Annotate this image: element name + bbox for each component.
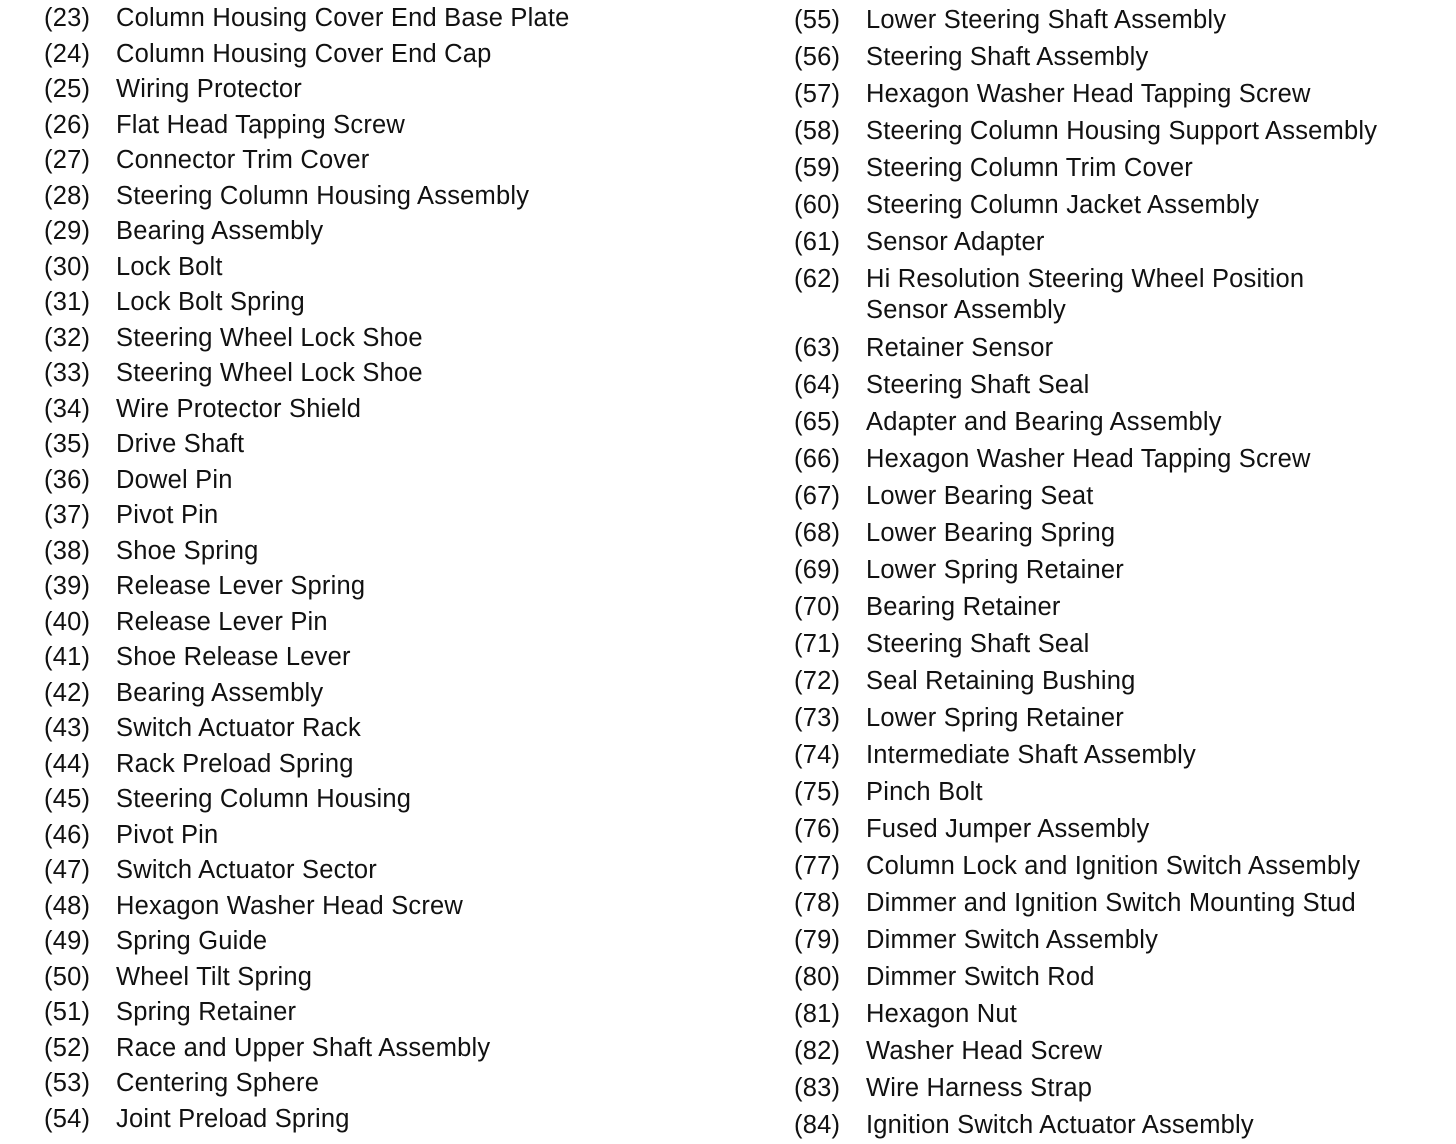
part-number: (52) — [44, 1033, 91, 1062]
part-number: (54) — [44, 1104, 91, 1133]
part-list-item — [794, 698, 1444, 735]
part-description: Steering Column Housing — [116, 785, 412, 813]
part-list-item — [44, 888, 724, 924]
part-list-item — [794, 994, 1444, 1031]
part-number: (69) — [794, 556, 841, 584]
part-number: (28) — [44, 181, 91, 210]
part-list-item — [44, 781, 724, 817]
part-number: (73) — [794, 704, 841, 732]
part-description: Intermediate Shaft Assembly — [866, 741, 1196, 769]
part-description: Flat Head Tapping Screw — [116, 110, 406, 139]
part-number: (80) — [794, 963, 841, 991]
part-description: Dimmer Switch Assembly — [866, 926, 1159, 954]
part-list-item — [794, 772, 1444, 809]
part-description: Shoe Spring — [116, 536, 259, 565]
part-number: (57) — [794, 80, 841, 108]
part-list-item — [44, 994, 724, 1030]
part-list-item — [794, 328, 1444, 365]
part-list-item — [794, 920, 1444, 957]
part-list-item — [44, 1101, 724, 1137]
part-list-item — [44, 0, 724, 36]
part-number: (55) — [794, 6, 841, 34]
part-description: Steering Wheel Lock Shoe — [116, 323, 423, 352]
part-description: Steering Column Housing Support Assembly — [866, 117, 1378, 145]
part-list-item — [44, 178, 724, 214]
part-number: (31) — [44, 288, 91, 316]
part-description: Column Housing Cover End Cap — [116, 39, 492, 68]
part-list-item — [794, 957, 1444, 994]
part-description: Dimmer and Ignition Switch Mounting Stud — [866, 889, 1356, 917]
part-list-item — [794, 587, 1444, 624]
part-list-item — [794, 111, 1444, 148]
part-number: (60) — [794, 191, 841, 219]
part-number: (63) — [794, 334, 841, 362]
part-number: (81) — [794, 1000, 841, 1028]
part-number: (53) — [44, 1069, 91, 1097]
part-description: Race and Upper Shaft Assembly — [116, 1033, 491, 1062]
part-description: Spring Guide — [116, 927, 268, 955]
part-description: Seal Retaining Bushing — [866, 667, 1136, 695]
part-list-item — [794, 809, 1444, 846]
part-description: Shoe Release Lever — [116, 643, 351, 671]
parts-list-left-column — [44, 0, 724, 1136]
part-description: Bearing Retainer — [866, 593, 1061, 621]
part-description: Steering Column Housing Assembly — [116, 181, 530, 210]
part-list-item — [44, 320, 724, 356]
part-number: (50) — [44, 962, 91, 991]
part-number: (51) — [44, 998, 91, 1026]
part-number: (67) — [794, 482, 841, 510]
part-description: Pivot Pin — [116, 820, 219, 849]
part-number: (34) — [44, 394, 91, 423]
part-number: (46) — [44, 820, 91, 849]
part-number: (65) — [794, 408, 841, 436]
part-number: (79) — [794, 926, 841, 954]
part-number: (47) — [44, 856, 91, 884]
part-number: (72) — [794, 667, 841, 695]
part-description: Bearing Assembly — [116, 217, 324, 245]
part-description: Steering Shaft Assembly — [866, 43, 1149, 71]
part-description: Washer Head Screw — [866, 1037, 1103, 1065]
part-description: Ignition Switch Actuator Assembly — [866, 1111, 1254, 1139]
part-number: (26) — [44, 110, 91, 139]
part-number: (71) — [794, 630, 841, 658]
part-number: (61) — [794, 228, 841, 256]
part-list-item — [44, 36, 724, 72]
part-number: (68) — [794, 519, 841, 547]
part-number: (82) — [794, 1037, 841, 1065]
part-description: Steering Column Jacket Assembly — [866, 191, 1260, 219]
parts-list-right-column — [794, 0, 1444, 1142]
part-description: Hexagon Washer Head Tapping Screw — [866, 445, 1311, 473]
part-list-item — [794, 74, 1444, 111]
part-description: Lock Bolt — [116, 252, 223, 281]
part-list-item — [44, 675, 724, 711]
part-list-item — [794, 1031, 1444, 1068]
part-number: (56) — [794, 43, 841, 71]
part-description: Switch Actuator Rack — [116, 714, 361, 742]
part-description: Dimmer Switch Rod — [866, 963, 1095, 991]
part-list-item — [44, 71, 724, 107]
part-description: Wire Protector Shield — [116, 394, 362, 423]
part-number: (27) — [44, 146, 91, 174]
part-description: Dowel Pin — [116, 465, 233, 494]
part-description: Lock Bolt Spring — [116, 288, 305, 316]
part-list-item — [794, 37, 1444, 74]
part-description: Pinch Bolt — [866, 778, 983, 806]
part-description: Hexagon Washer Head Screw — [116, 891, 464, 920]
part-description: Pivot Pin — [116, 501, 219, 529]
part-description: Centering Sphere — [116, 1069, 320, 1097]
part-list-item — [44, 959, 724, 995]
part-description: Drive Shaft — [116, 430, 245, 458]
part-list-item — [44, 568, 724, 604]
part-description: Sensor Adapter — [866, 228, 1045, 256]
part-number: (77) — [794, 852, 841, 880]
part-list-item — [44, 426, 724, 462]
part-list-item — [44, 142, 724, 178]
part-number: (74) — [794, 741, 841, 769]
part-number: (44) — [44, 749, 91, 778]
part-description: Lower Bearing Seat — [866, 482, 1094, 510]
part-description: Rack Preload Spring — [116, 749, 354, 778]
part-description: Steering Column Trim Cover — [866, 154, 1193, 182]
part-list-item — [44, 1065, 724, 1101]
part-description: Adapter and Bearing Assembly — [866, 408, 1222, 436]
part-number: (83) — [794, 1074, 841, 1102]
part-description: Column Lock and Ignition Switch Assembly — [866, 852, 1361, 880]
part-description: Joint Preload Spring — [116, 1104, 350, 1133]
part-number: (33) — [44, 359, 91, 387]
part-list-item — [794, 550, 1444, 587]
part-description: Steering Wheel Lock Shoe — [116, 359, 423, 387]
part-list-item — [794, 1068, 1444, 1105]
part-description: Wire Harness Strap — [866, 1074, 1093, 1102]
part-list-item — [794, 222, 1444, 259]
part-number: (37) — [44, 501, 91, 529]
part-list-item — [44, 284, 724, 320]
part-list-item — [44, 533, 724, 569]
part-description: Fused Jumper Assembly — [866, 815, 1150, 843]
part-description: Lower Spring Retainer — [866, 556, 1124, 584]
part-list-item — [794, 0, 1444, 37]
part-list-item — [794, 259, 1444, 328]
part-list-item — [794, 661, 1444, 698]
part-number: (66) — [794, 445, 841, 473]
part-list-item — [794, 148, 1444, 185]
part-description: Wiring Protector — [116, 75, 302, 103]
part-number: (45) — [44, 785, 91, 813]
part-description: Steering Shaft Seal — [866, 630, 1090, 658]
part-list-item — [794, 735, 1444, 772]
part-list-item — [44, 639, 724, 675]
part-number: (29) — [44, 217, 91, 245]
part-list-item — [794, 846, 1444, 883]
part-number: (36) — [44, 465, 91, 494]
part-list-item — [44, 391, 724, 427]
part-list-item — [44, 213, 724, 249]
part-number: (48) — [44, 891, 91, 920]
part-number: (62) — [794, 265, 841, 293]
part-list-item — [794, 185, 1444, 222]
part-description: Hexagon Nut — [866, 1000, 1018, 1028]
part-number: (59) — [794, 154, 841, 182]
part-number: (35) — [44, 430, 91, 458]
part-number: (76) — [794, 815, 841, 843]
part-list-item — [44, 746, 724, 782]
part-number: (58) — [794, 117, 841, 145]
part-number: (70) — [794, 593, 841, 621]
part-list-item — [44, 710, 724, 746]
part-list-item — [794, 624, 1444, 661]
part-description: Retainer Sensor — [866, 334, 1054, 362]
part-list-item — [44, 817, 724, 853]
part-list-item — [794, 439, 1444, 476]
part-list-item — [44, 107, 724, 143]
part-number: (24) — [44, 39, 91, 68]
part-number: (39) — [44, 572, 91, 600]
part-list-item — [794, 513, 1444, 550]
part-description: Release Lever Spring — [116, 572, 366, 600]
part-list-item — [44, 497, 724, 533]
part-number: (38) — [44, 536, 91, 565]
part-description: Spring Retainer — [116, 998, 297, 1026]
part-number: (49) — [44, 927, 91, 955]
part-list-item — [44, 1030, 724, 1066]
part-list-item — [794, 402, 1444, 439]
part-description: Release Lever Pin — [116, 607, 328, 636]
part-description: Bearing Assembly — [116, 678, 324, 707]
part-number: (23) — [44, 4, 91, 32]
part-number: (40) — [44, 607, 91, 636]
part-number: (43) — [44, 714, 91, 742]
part-description: Lower Spring Retainer — [866, 704, 1124, 732]
part-number: (25) — [44, 75, 91, 103]
part-number: (41) — [44, 643, 91, 671]
part-list-item — [44, 249, 724, 285]
part-number: (64) — [794, 371, 841, 399]
part-list-item — [794, 883, 1444, 920]
part-list-item — [44, 462, 724, 498]
part-description: Wheel Tilt Spring — [116, 962, 313, 991]
part-description: Hi Resolution Steering Wheel Position Sensor Assembly — [866, 265, 1305, 324]
part-description: Column Housing Cover End Base Plate — [116, 4, 570, 32]
part-number: (42) — [44, 678, 91, 707]
part-number: (75) — [794, 778, 841, 806]
part-list-item — [44, 852, 724, 888]
part-number: (32) — [44, 323, 91, 352]
part-description: Lower Bearing Spring — [866, 519, 1116, 547]
part-description: Hexagon Washer Head Tapping Screw — [866, 80, 1311, 108]
part-list-item — [794, 365, 1444, 402]
part-description: Lower Steering Shaft Assembly — [866, 6, 1227, 34]
part-description: Connector Trim Cover — [116, 146, 370, 174]
part-list-item — [44, 604, 724, 640]
part-number: (84) — [794, 1111, 841, 1139]
part-number: (30) — [44, 252, 91, 281]
part-list-item — [44, 923, 724, 959]
part-description: Steering Shaft Seal — [866, 371, 1090, 399]
part-list-item — [794, 476, 1444, 513]
part-list-item — [794, 1105, 1444, 1142]
part-number: (78) — [794, 889, 841, 917]
part-description: Switch Actuator Sector — [116, 856, 377, 884]
part-list-item — [44, 355, 724, 391]
